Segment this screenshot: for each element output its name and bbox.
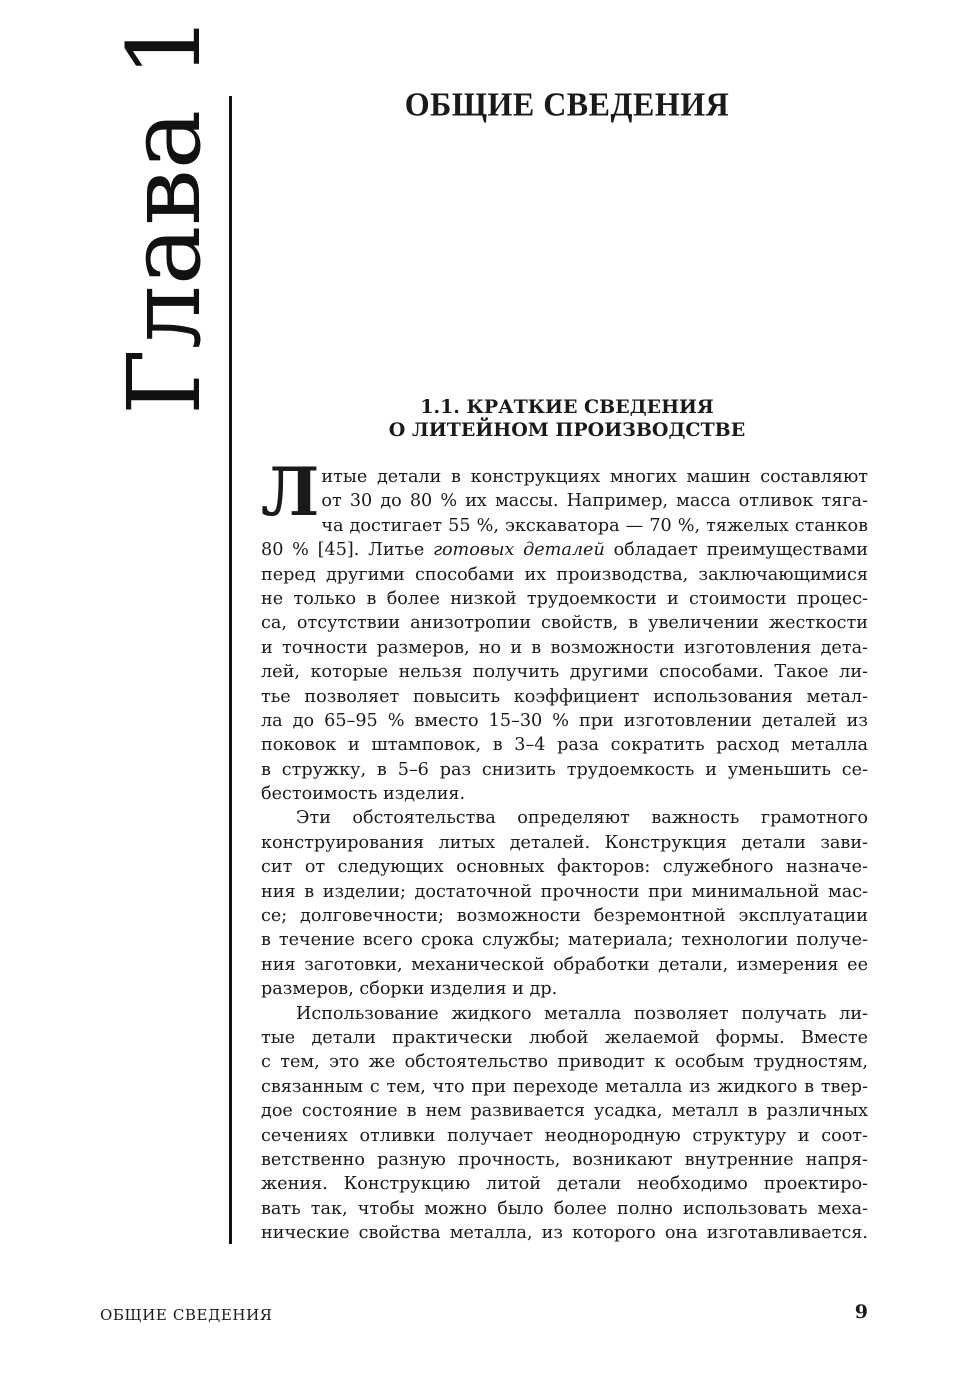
p1-line: в стружку, в 5–6 раз снизить трудоемкость и уменьшить се- (261, 759, 868, 780)
p3-line: Использование жидкого металла позволяет получать ли- (296, 1003, 868, 1024)
p3-line: вать так, чтобы можно было более полно использовать меха- (261, 1198, 868, 1219)
p3-line: жения. Конструкцию литой детали необходимо проектиро- (261, 1174, 868, 1195)
paragraph-2 (261, 806, 868, 1001)
p1-line: перед другими способами их производства, заключающимися (261, 564, 868, 585)
section-title (262, 396, 872, 442)
p3-line: ветственно разную прочность, возникают внутренние напря- (261, 1149, 868, 1170)
p1-line: итые детали в конструкциях многих машин составляют (321, 467, 868, 487)
drop-cap: Л (261, 453, 320, 531)
p1-line: тье позволяет повысить коэффициент использования метал- (261, 686, 868, 707)
p2-line: ния в изделии; достаточной прочности при минимальной мас- (261, 881, 868, 902)
p3-line: дое состояние в нем развивается усадка, металл в различных (261, 1101, 868, 1122)
p1-line: ла до 65–95 % вместо 15–30 % при изготовлении деталей из (261, 710, 868, 731)
p1-line: 80 % [45]. Литье готовых деталей обладает преимуществами (261, 540, 868, 561)
p2-line: Эти обстоятельства определяют важность грамотного (296, 808, 868, 829)
p3-line: связанным с тем, что при переходе металла из жидкого в твер- (261, 1076, 868, 1097)
p2-line: размеров, сборки изделия и др. (261, 979, 558, 1000)
p1-line: са, отсутствии анизотропии свойств, в увеличении жесткости (261, 613, 868, 634)
p3-line: тые детали практически любой желаемой формы. Вместе (261, 1027, 868, 1048)
p2-line: конструирования литых деталей. Конструкция детали зави- (261, 832, 868, 853)
section-title-line-2: О ЛИТЕЙНОМ ПРОИЗВОДСТВЕ (388, 419, 746, 441)
p3-line: нические свойства металла, из которого она изготавливается. (261, 1223, 868, 1244)
p2-line: се; долговечности; возможности безремонтной эксплуатации (261, 906, 868, 927)
p3-line: сечениях отливки получает неоднородную структуру и соот- (261, 1125, 868, 1146)
p2-line: сит от следующих основных факторов: служебного назначе- (261, 857, 868, 878)
chapter-title: ОБЩИЕ СВЕДЕНИЯ (404, 85, 730, 123)
p1-line: лей, которые нельзя получить другими способами. Такое ли- (261, 662, 868, 683)
p2-line: ния заготовки, механической обработки детали, измерения ее (261, 954, 868, 975)
running-title: ОБЩИЕ СВЕДЕНИЯ (100, 1306, 273, 1324)
page-number: 9 (854, 1301, 868, 1323)
italic-term: готовых деталей (433, 540, 605, 561)
paragraph-1 (261, 453, 868, 806)
p1-line: от 30 до 80 % их массы. Например, масса отливок тяга- (321, 491, 868, 512)
chapter-label: Глава 1 (106, 14, 223, 415)
p2-line: в течение всего срока службы; материала; технологии получе- (261, 930, 868, 951)
body-text (261, 453, 868, 1246)
p1-line: бестоимость изделия. (261, 784, 466, 805)
p1-line: ча достигает 55 %, экскаватора — 70 %, тяжелых станков (321, 515, 868, 536)
p1-line: не только в более низкой трудоемкости и стоимости процес- (261, 588, 868, 609)
section-title-line-1: 1.1. КРАТКИЕ СВЕДЕНИЯ (420, 396, 714, 418)
p3-line: с тем, это же обстоятельство приводит к особым трудностям, (261, 1052, 868, 1073)
p1-line: и точности размеров, но и в возможности изготовления дета- (261, 637, 868, 658)
vertical-divider (229, 96, 232, 1244)
paragraph-3 (261, 1002, 868, 1246)
p1-line: поковок и штамповок, в 3–4 раза сократить расход металла (261, 735, 868, 756)
